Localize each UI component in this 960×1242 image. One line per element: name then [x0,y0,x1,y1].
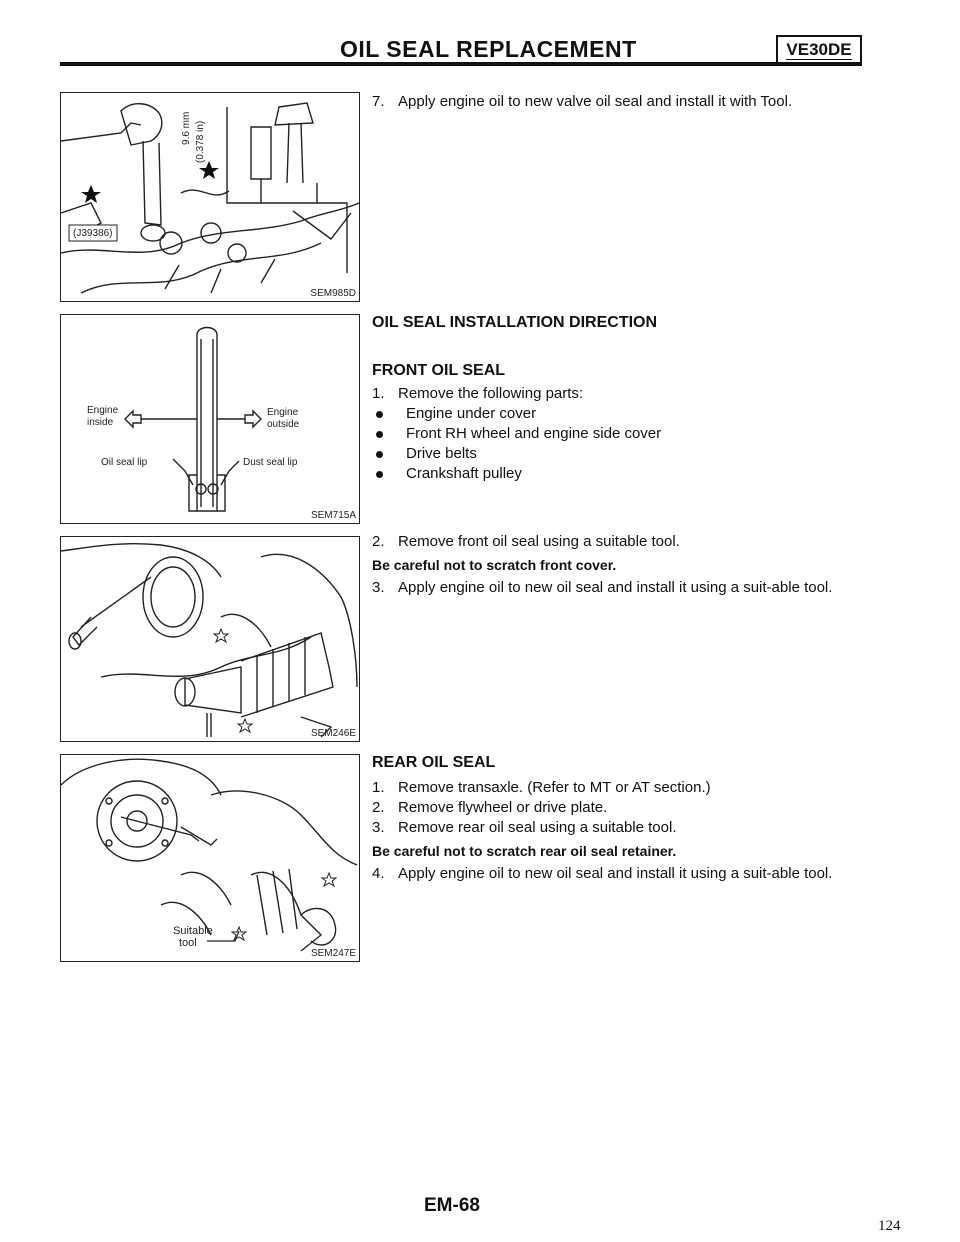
figure-valve-oil-seal-drawing [61,93,359,301]
model-badge [776,35,862,65]
rear-step-2 [372,798,872,818]
step-number: 7. [372,93,385,110]
bullet-text: Engine under cover [406,405,537,422]
dimension-mm-label: 9.6 mm [181,111,192,145]
front-step-1 [372,384,872,404]
bullet-dot [376,431,383,438]
front-oil-seal-title: FRONT OIL SEAL [372,362,506,379]
rear-step-1 [372,778,872,798]
bullet-text: Crankshaft pulley [406,465,522,482]
bullet-item [372,424,872,444]
step-text: Remove transaxle. (Refer to MT or AT section.) [398,779,711,796]
figure-rear-oil-seal [60,754,360,962]
figure-front-oil-seal-drawing [61,537,359,741]
oil-seal-lip-label: Oil seal lip [101,457,148,468]
step-number: 1. [372,779,385,796]
step-number: 3. [372,579,385,596]
bullet-item [372,444,872,464]
step-number: 2. [372,799,385,816]
engine-outside-label: Engine outside [267,407,300,430]
bullet-dot [376,451,383,458]
front-oil-seal-block-1 [372,384,872,484]
figure-front-oil-seal [60,536,360,742]
dust-seal-lip-label: Dust seal lip [243,457,298,468]
dimension-in-label: (0.378 in) [195,120,206,163]
bullet-item [372,404,872,424]
bullet-text: Front RH wheel and engine side cover [406,425,662,442]
page-number: 124 [878,1218,901,1234]
header-rule [60,62,862,66]
figure-code: SEM715A [310,510,356,521]
suitable-label: Suitable [173,925,213,937]
step-number: 2. [372,533,385,550]
step-number: 1. [372,385,385,402]
step-text: Remove the following parts: [398,385,584,402]
figure-code: SEM247E [310,948,356,959]
front-step-2 [372,532,872,552]
rear-step-4 [372,864,868,884]
figure-seal-direction [60,314,360,524]
tool-label: (J39386) [73,228,113,239]
bullet-dot [376,471,383,478]
engine-inside-label: Engine inside [87,405,119,428]
front-oil-seal-block-2 [372,532,872,598]
bullet-item [372,464,872,484]
page-code: EM-68 [424,1195,480,1216]
step-text: Remove rear oil seal using a suitable tool. [398,819,677,836]
bullet-text: Drive belts [406,445,477,462]
front-warning: Be careful not to scratch front cover. [372,557,617,573]
step-number: 3. [372,819,385,836]
step-7 [372,92,862,112]
front-step-3 [372,578,868,598]
step-7-block [372,92,862,112]
rear-oil-seal-title: REAR OIL SEAL [372,754,496,771]
step-text: Apply engine oil to new valve oil seal and install it with Tool. [398,93,793,110]
section-title: OIL SEAL INSTALLATION DIRECTION [372,314,658,331]
rear-oil-seal-block [372,778,872,884]
step-text: Apply engine oil to new oil seal and install it using a suit-able tool. [398,579,833,596]
step-number: 4. [372,865,385,882]
model-badge-text: VE30DE [786,40,852,59]
rear-step-3 [372,818,872,838]
bullet-dot [376,411,383,418]
tool-label: tool [179,937,197,949]
figure-valve-oil-seal [60,92,360,302]
figure-code: SEM985D [310,288,356,299]
step-text: Remove flywheel or drive plate. [398,799,608,816]
page-title: OIL SEAL REPLACEMENT [340,36,637,62]
rear-warning: Be careful not to scratch rear oil seal retainer. [372,843,677,859]
step-text: Remove front oil seal using a suitable tool. [398,533,680,550]
figure-code: SEM246E [310,728,356,739]
step-text: Apply engine oil to new oil seal and install it using a suit-able tool. [398,865,833,882]
